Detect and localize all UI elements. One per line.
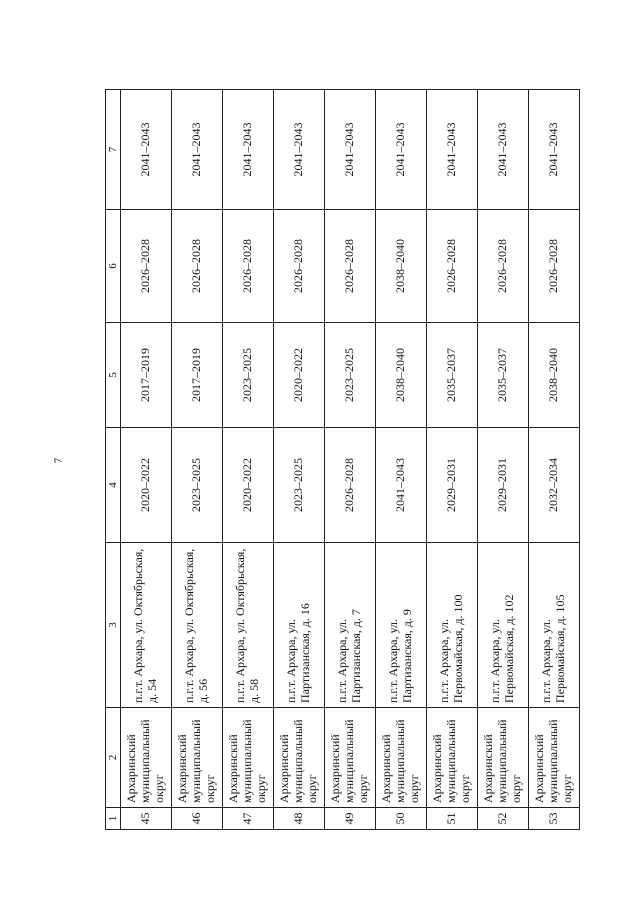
column-header-2: 2 xyxy=(106,708,121,808)
period-cell-col5: 2038–2040 xyxy=(376,323,427,428)
period-cell-col4: 2029–2031 xyxy=(427,428,478,543)
row-number: 49 xyxy=(325,808,376,830)
table-body xyxy=(121,90,580,830)
period-cell-col7: 2041–2043 xyxy=(274,90,325,210)
period-cell-col7: 2041–2043 xyxy=(427,90,478,210)
address-cell: п.г.т. Архара, ул. Первомайская, д. 102 xyxy=(478,543,529,708)
row-number: 50 xyxy=(376,808,427,830)
period-cell-col6: 2026–2028 xyxy=(427,210,478,323)
schedule-table xyxy=(105,89,580,830)
period-cell-col7: 2041–2043 xyxy=(172,90,223,210)
period-cell-col6: 2026–2028 xyxy=(529,210,580,323)
period-cell-col4: 2032–2034 xyxy=(529,428,580,543)
period-cell-col6: 2026–2028 xyxy=(325,210,376,323)
period-cell-col4: 2023–2025 xyxy=(274,428,325,543)
period-cell-col7: 2041–2043 xyxy=(121,90,172,210)
period-cell-col5: 2023–2025 xyxy=(223,323,274,428)
column-header-5: 5 xyxy=(106,323,121,428)
table-row xyxy=(325,90,376,830)
column-header-6: 6 xyxy=(106,210,121,323)
row-number: 52 xyxy=(478,808,529,830)
period-cell-col7: 2041–2043 xyxy=(529,90,580,210)
municipality-cell: Архаринский муниципальный округ xyxy=(529,708,580,808)
municipality-cell: Архаринский муниципальный округ xyxy=(274,708,325,808)
period-cell-col4: 2023–2025 xyxy=(172,428,223,543)
period-cell-col7: 2041–2043 xyxy=(223,90,274,210)
municipality-cell: Архаринский муниципальный округ xyxy=(376,708,427,808)
period-cell-col4: 2020–2022 xyxy=(223,428,274,543)
period-cell-col7: 2041–2043 xyxy=(376,90,427,210)
row-number: 46 xyxy=(172,808,223,830)
period-cell-col7: 2041–2043 xyxy=(325,90,376,210)
period-cell-col6: 2026–2028 xyxy=(274,210,325,323)
table-row xyxy=(376,90,427,830)
period-cell-col5: 2017–2019 xyxy=(121,323,172,428)
municipality-cell: Архаринский муниципальный округ xyxy=(172,708,223,808)
address-cell: п.г.т. Архара, ул. Партизанская, д. 9 xyxy=(376,543,427,708)
row-number: 47 xyxy=(223,808,274,830)
page-number: 7 xyxy=(52,457,65,464)
period-cell-col4: 2026–2028 xyxy=(325,428,376,543)
table-row xyxy=(172,90,223,830)
table-row xyxy=(427,90,478,830)
row-number: 51 xyxy=(427,808,478,830)
period-cell-col4: 2029–2031 xyxy=(478,428,529,543)
period-cell-col6: 2026–2028 xyxy=(172,210,223,323)
table-row xyxy=(478,90,529,830)
period-cell-col6: 2026–2028 xyxy=(478,210,529,323)
column-header-7: 7 xyxy=(106,90,121,210)
period-cell-col6: 2026–2028 xyxy=(223,210,274,323)
municipality-cell: Архаринский муниципальный округ xyxy=(223,708,274,808)
period-cell-col4: 2041–2043 xyxy=(376,428,427,543)
address-cell: п.г.т. Архара, ул. Первомайская, д. 100 xyxy=(427,543,478,708)
municipality-cell: Архаринский муниципальный округ xyxy=(427,708,478,808)
address-cell: п.г.т. Архара, ул. Октябрьская, д. 56 xyxy=(172,543,223,708)
address-cell: п.г.т. Архара, ул. Первомайская, д. 105 xyxy=(529,543,580,708)
address-cell: п.г.т. Архара, ул. Партизанская, д. 7 xyxy=(325,543,376,708)
period-cell-col5: 2035–2037 xyxy=(427,323,478,428)
period-cell-col6: 2026–2028 xyxy=(121,210,172,323)
address-cell: п.г.т. Архара, ул. Партизанская, д. 16 xyxy=(274,543,325,708)
period-cell-col5: 2020–2022 xyxy=(274,323,325,428)
row-number: 48 xyxy=(274,808,325,830)
period-cell-col4: 2020–2022 xyxy=(121,428,172,543)
column-header-1: 1 xyxy=(106,808,121,830)
rotated-table-container xyxy=(105,90,580,830)
table-row xyxy=(121,90,172,830)
period-cell-col6: 2038–2040 xyxy=(376,210,427,323)
table-row xyxy=(274,90,325,830)
period-cell-col5: 2035–2037 xyxy=(478,323,529,428)
municipality-cell: Архаринский муниципальный округ xyxy=(121,708,172,808)
column-header-4: 4 xyxy=(106,428,121,543)
table-row xyxy=(223,90,274,830)
header-row xyxy=(106,90,121,830)
period-cell-col5: 2023–2025 xyxy=(325,323,376,428)
column-header-3: 3 xyxy=(106,543,121,708)
row-number: 53 xyxy=(529,808,580,830)
table-row xyxy=(529,90,580,830)
municipality-cell: Архаринский муниципальный округ xyxy=(478,708,529,808)
period-cell-col7: 2041–2043 xyxy=(478,90,529,210)
municipality-cell: Архаринский муниципальный округ xyxy=(325,708,376,808)
period-cell-col5: 2017–2019 xyxy=(172,323,223,428)
period-cell-col5: 2038–2040 xyxy=(529,323,580,428)
address-cell: п.г.т. Архара, ул. Октябрьская, д. 54 xyxy=(121,543,172,708)
row-number: 45 xyxy=(121,808,172,830)
address-cell: п.г.т. Архара, ул. Октябрьская, д. 58 xyxy=(223,543,274,708)
